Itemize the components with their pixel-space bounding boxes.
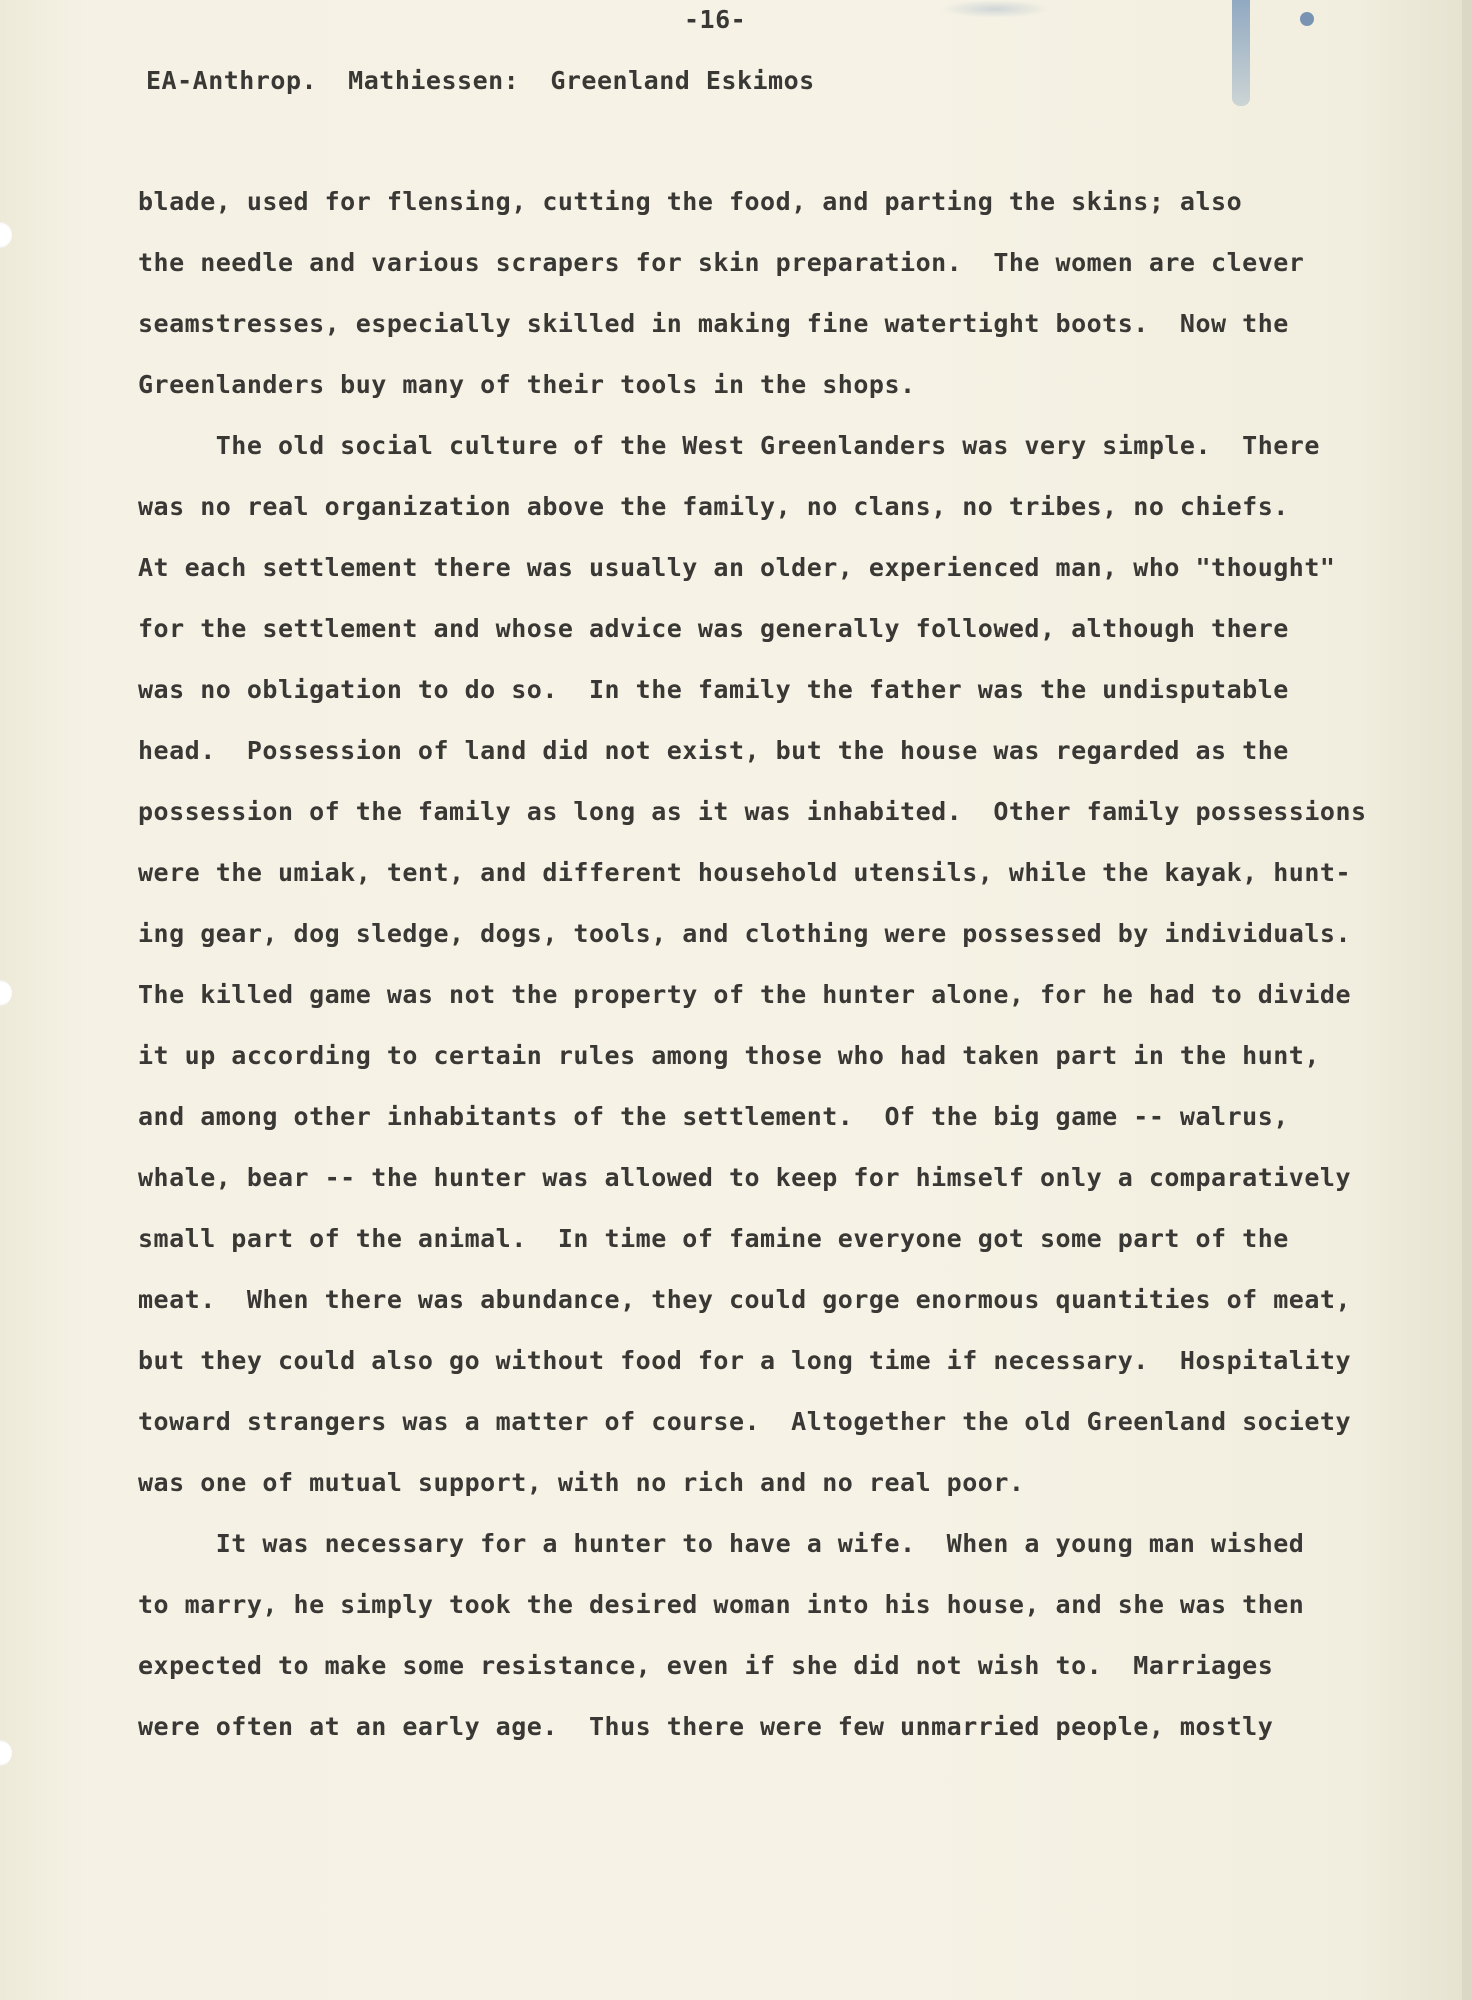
- text-line: was no real organization above the family, no clans, no tribes, no chiefs.: [138, 492, 1289, 521]
- text-line: and among other inhabitants of the settlement. Of the big game -- walrus,: [138, 1102, 1289, 1131]
- running-header: EA-Anthrop. Mathiessen: Greenland Eskimos: [146, 66, 815, 95]
- text-line: head. Possession of land did not exist, but the house was regarded as the: [138, 736, 1289, 765]
- ink-spot: [1300, 12, 1314, 26]
- text-line: to marry, he simply took the desired woman into his house, and she was then: [138, 1590, 1305, 1619]
- text-line: the needle and various scrapers for skin preparation. The women are clever: [138, 248, 1305, 277]
- text-line: It was necessary for a hunter to have a wife. When a young man wished: [138, 1529, 1305, 1558]
- text-line: ing gear, dog sledge, dogs, tools, and clothing were possessed by individuals.: [138, 919, 1351, 948]
- punch-hole-top: [0, 222, 12, 248]
- text-line: were often at an early age. Thus there were few unmarried people, mostly: [138, 1712, 1274, 1741]
- text-line: blade, used for flensing, cutting the food, and parting the skins; also: [138, 187, 1243, 216]
- text-line: The old social culture of the West Greenlanders was very simple. There: [138, 431, 1320, 460]
- text-line: were the umiak, tent, and different household utensils, while the kayak, hunt-: [138, 858, 1351, 887]
- punch-hole-middle: [0, 980, 12, 1006]
- text-line: meat. When there was abundance, they could gorge enormous quantities of meat,: [138, 1285, 1351, 1314]
- page-number: -16-: [684, 5, 747, 34]
- text-line: whale, bear -- the hunter was allowed to keep for himself only a comparatively: [138, 1163, 1351, 1192]
- paper-edge: [1462, 0, 1472, 2000]
- text-line: small part of the animal. In time of famine everyone got some part of the: [138, 1224, 1289, 1253]
- text-line: At each settlement there was usually an older, experienced man, who "thought": [138, 553, 1336, 582]
- text-line: possession of the family as long as it was inhabited. Other family possessions: [138, 797, 1367, 826]
- text-line: expected to make some resistance, even if she did not wish to. Marriages: [138, 1651, 1274, 1680]
- ink-smudge: [940, 0, 1050, 18]
- text-line: seamstresses, especially skilled in making fine watertight boots. Now the: [138, 309, 1289, 338]
- punch-hole-bottom: [0, 1740, 12, 1766]
- text-line: but they could also go without food for a long time if necessary. Hospitality: [138, 1346, 1351, 1375]
- text-line: it up according to certain rules among those who had taken part in the hunt,: [138, 1041, 1320, 1070]
- ink-stain: [1232, 0, 1250, 106]
- text-line: was no obligation to do so. In the family the father was the undisputable: [138, 675, 1289, 704]
- text-line: Greenlanders buy many of their tools in the shops.: [138, 370, 916, 399]
- text-line: toward strangers was a matter of course. Altogether the old Greenland society: [138, 1407, 1351, 1436]
- text-line: The killed game was not the property of the hunter alone, for he had to divide: [138, 980, 1351, 1009]
- text-line: for the settlement and whose advice was generally followed, although there: [138, 614, 1289, 643]
- text-line: was one of mutual support, with no rich and no real poor.: [138, 1468, 1025, 1497]
